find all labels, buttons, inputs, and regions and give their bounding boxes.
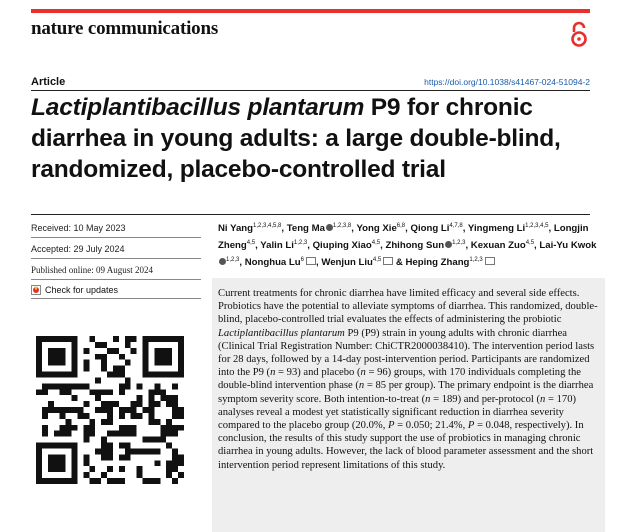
author-name: Teng Ma [286,223,325,234]
author-affiliations: 1,2,3,4,5,8 [253,223,282,229]
journal-name[interactable]: nature communications [31,18,219,39]
author-affiliations: 4,5 [525,240,535,246]
author-name: Lai-Yu Kwok [539,240,597,251]
title-species: Lactiplantibacillus plantarum [31,94,365,121]
author-name: Longjin Zheng [218,223,589,251]
title-rest: P9 for chronic diarrhea in young adults: a large double-blind, randomized, placebo-controlled trial [31,94,561,183]
author[interactable] [356,223,405,234]
meta-rule [31,237,201,238]
author-name: Yingmeng Li [467,223,526,234]
open-access-icon[interactable] [568,20,590,48]
author-name: Nonghua Lu [244,257,301,268]
author[interactable] [260,240,307,251]
title-rule [31,214,590,215]
published-date: Published online: 09 August 2024 [31,265,154,275]
author-name: Heping Zhang [405,257,470,268]
author-affiliations: 1,2,3,8 [332,223,352,229]
author-affiliations: 4,5 [246,240,256,246]
author[interactable] [468,223,549,234]
author-affiliations: 4,7,8 [449,223,463,229]
author-name: Yalin Li [260,240,294,251]
author-name: Wenjun Liu [321,257,373,268]
author[interactable] [410,223,462,234]
check-updates-label: Check for updates [45,285,119,295]
meta-rule [31,258,201,259]
meta-rule [31,298,201,299]
accepted-date: Accepted: 29 July 2024 [31,244,125,254]
header-rule [31,90,590,91]
meta-rule [31,279,201,280]
author-name: Yong Xie [356,223,397,234]
author-affiliations: 1,2,3,4,5 [525,223,549,229]
author-name: Ni Yang [218,223,254,234]
author-affiliations: 6 [300,257,304,263]
author-affiliations: 6,8 [396,223,406,229]
author[interactable] [287,223,352,234]
author-affiliations: 4,5 [371,240,381,246]
author[interactable] [405,257,494,268]
author[interactable] [218,223,281,234]
article-type: Article [31,76,66,88]
check-for-updates-button[interactable] [31,285,118,295]
author[interactable] [245,257,316,268]
author-affiliations: 1,2,3 [226,257,240,263]
author[interactable] [313,240,381,251]
author-affiliations: 4,5 [372,257,382,263]
author-affiliations: 1,2,3 [293,240,308,246]
email-icon[interactable] [485,257,495,265]
author[interactable] [321,257,393,268]
orcid-icon[interactable] [326,224,333,231]
abstract-text: Current treatments for chronic diarrhea have limited efficacy and several side effects. Probiotics have the potential to alleviate symptoms of diarrhea. This randomized, double-blind, placebo-controlled trial evaluates the effects of administering the probiotic Lactiplantibacillus plantarum P9 (P9) strain in young adults with chronic diarrhea (Clinical Trial Registration Number: ChiCTR2000038410). The intervention period lasts for 28 days, followed by a 14-day post-intervention period. Participants are randomized into the P9 (n = 93) and placebo (n = 96) groups, with 170 individuals completing the double-blind intervention phase (n = 85 per group). The primary endpoint is the diarrhea symptom severity score. Both intention-to-treat (n = 189) and per-protocol (n = 170) analyses reveal a modest yet statistically significant reduction in diarrhea severity compared to the placebo group (20.0%, P = 0.050; 21.4%, P = 0.048, respectively). In conclusion, the results of this study support the use of probiotics in managing chronic diarrhea in young adults. However, the lack of blood parameter assessment and the short intervention period represent limitations of this study. [218,288,598,471]
author-name: Qiuping Xiao [312,240,372,251]
author-list: Ni Yang$^{1,2,3,4,5,8}$, Teng Ma $^{1,2,3,8}$, Yong Xie$^{6,8}$, Qiong Li$^{4,7,8}$, Yingmeng Li$^{1,2,3,4,5}$, Longjin Zheng$^{4,5}$, Yalin Li$^{1,2,3}$, Qiuping Xiao$^{4,5}$, Zhihong Sun $^{1,2,3}$, Kexuan Zuo$^{4,5}$, Lai-Yu Kwok$^{1,2,3}$, Nonghua Lu$^6$ , Wenjun Liu$^{4,5}$ & Heping Zhang$^{1,2,3}$ [218,223,597,268]
email-icon[interactable] [383,257,393,265]
author[interactable] [385,240,465,251]
author-name: Qiong Li [410,223,450,234]
check-updates-icon [31,285,41,295]
author-affiliations: 1,2,3 [452,240,466,246]
author-name: Kexuan Zuo [470,240,526,251]
author-name: Zhihong Sun [385,240,445,251]
article-title [31,92,601,185]
journal-accent-bar [31,9,590,13]
orcid-icon[interactable] [219,258,226,265]
author[interactable] [471,240,534,251]
qr-code-icon[interactable] [36,336,184,484]
email-icon[interactable] [306,257,316,265]
doi-link[interactable]: https://doi.org/10.1038/s41467-024-51094-2 [424,77,590,87]
author-affiliations: 1,2,3 [469,257,483,263]
received-date: Received: 10 May 2023 [31,223,126,233]
